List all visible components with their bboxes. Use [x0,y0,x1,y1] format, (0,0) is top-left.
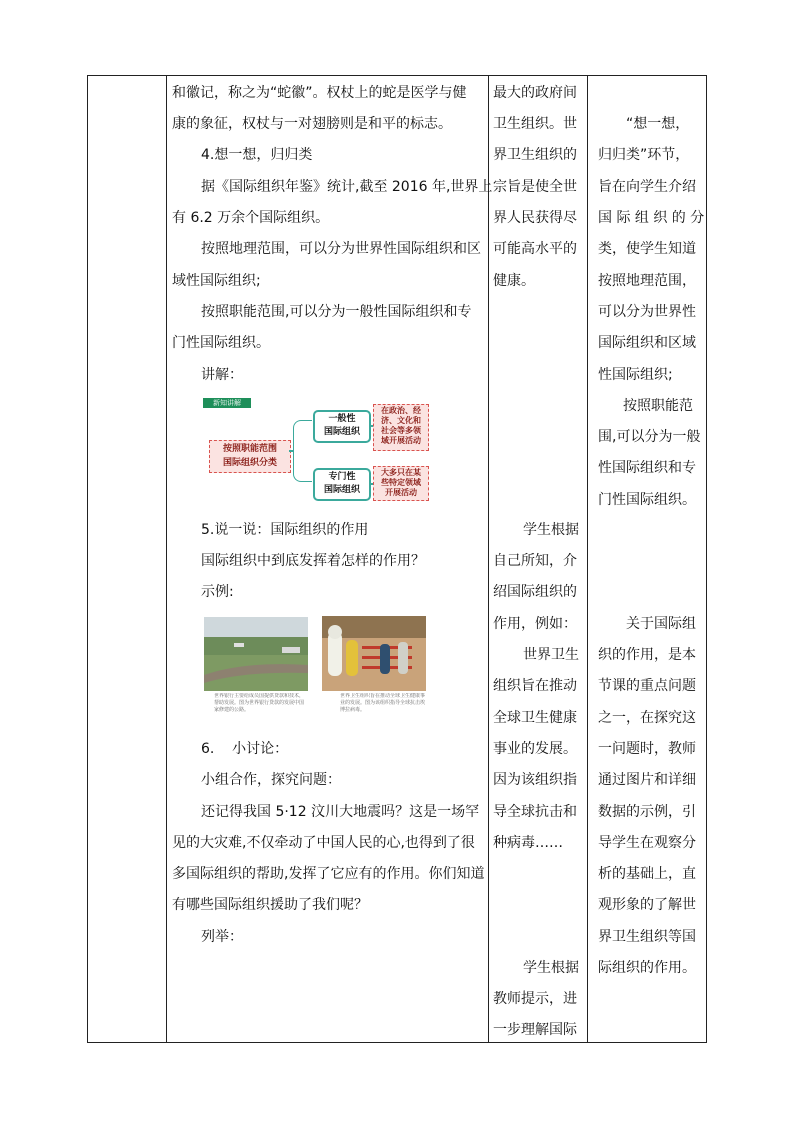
text-line: 宗旨是使全世 [493,179,577,195]
text-line: 有哪些国际组织援助了我们呢？ [172,897,368,913]
road-photo [204,617,308,691]
text-line: 健康。 [493,273,535,289]
text-line: 可能高水平的 [493,241,577,257]
road-photo-caption: 世界银行主要给成员国提供贷款和技术，帮助发展。图为世界银行贷款的发展中国家修建的公路。 [214,693,305,713]
text-line: 按照地理范围， [598,273,696,289]
table-right-border [706,75,707,1043]
text-line: 还记得我国 5·12 汶川大地震吗？这是一场罕 [201,804,480,820]
text-line: 学生根据 [523,960,579,976]
health-workers-photo [322,616,426,691]
text-line: 旨在向学生介绍 [598,179,696,195]
text-line: 门性国际组织。 [172,335,270,351]
text-line: 界卫生组织等国 [598,929,696,945]
text-line: 节课的重点问题 [598,678,696,694]
text-line: 小组合作，探究问题： [201,772,341,788]
text-line: 列举： [201,929,243,945]
classification-diagram [203,398,485,502]
text-line: 之一，在探究这 [598,710,696,726]
text-line: 讲解： [201,367,243,383]
text-line: 按照职能范 [623,398,693,414]
table-bottom-border [87,1042,707,1043]
text-line: 国 际 组 织 的 分 [598,210,705,226]
text-line: 绍国际组织的 [493,584,577,600]
text-line: 教师提示，进 [493,991,577,1007]
diagram-general-desc: 在政治、经 济、文化和 社会等多领 域开展活动 [373,404,429,451]
table-left-border [87,75,88,1043]
text-line: 因为该组织指 [493,772,577,788]
diagram-connector-stem [289,450,294,452]
text-line: 有 6.2 万余个国际组织。 [172,210,330,226]
text-line: 性国际组织; [598,367,673,383]
table-top-border [87,75,707,76]
diagram-general-box: 一般性 国际组织 [313,410,371,443]
text-line: 类，使学生知道 [598,241,696,257]
text-line: 界卫生组织的 [493,147,577,163]
text-line: 导全球抗击和 [493,804,577,820]
section-heading: 5.说一说：国际组织的作用 [201,522,369,538]
diagram-special-desc: 大多只在某 些特定领域 开展活动 [373,466,429,501]
text-line: 关于国际组 [626,616,696,632]
text-line: 通过图片和详细 [598,772,696,788]
column-divider-2 [488,75,489,1043]
text-line: 可以分为世界性 [598,304,696,320]
diagram-special-box: 专门性 国际组织 [313,468,371,501]
text-line: 析的基础上，直 [598,866,696,882]
text-line: 一步理解国际 [493,1022,577,1038]
text-line: 界人民获得尽 [493,210,577,226]
section-heading: 4.想一想，归归类 [201,147,313,163]
diagram-connector [293,420,312,482]
text-line: 国际组织和区域 [598,335,696,351]
text-line: 种病毒…… [493,835,563,851]
text-line: 观形象的了解世 [598,897,696,913]
text-line: 示例: [201,584,234,600]
text-line: 见的大灾难,不仅牵动了中国人民的心,也得到了很 [172,835,475,851]
text-line: 最大的政府间 [493,85,577,101]
text-line: 据《国际组织年鉴》统计,截至 2016 年,世界上 [201,179,493,195]
text-line: 国际组织中到底发挥着怎样的作用？ [201,553,425,569]
text-line: 按照地理范围，可以分为世界性国际组织和区 [201,241,481,257]
text-line: 世界卫生 [523,647,579,663]
text-line: 作用，例如： [493,616,577,632]
text-line: 多国际组织的帮助,发挥了它应有的作用。你们知道 [172,866,485,882]
text-line: 和徽记，称之为“蛇徽”。权杖上的蛇是医学与健 [172,85,467,101]
text-line: 织的作用，是本 [598,647,696,663]
text-line: 一问题时，教师 [598,741,696,757]
text-line: “想一想， [626,116,690,132]
text-line: 自己所知，介 [493,553,577,569]
text-line: 际组织的作用。 [598,960,696,976]
column-divider-3 [587,75,588,1043]
text-line: 性国际组织和专 [598,460,696,476]
text-line: 数据的示例，引 [598,804,696,820]
text-line: 域性国际组织; [172,273,261,289]
text-line: 事业的发展。 [493,741,577,757]
text-line: 全球卫生健康 [493,710,577,726]
text-line: 导学生在观察分 [598,835,696,851]
text-line: 归归类”环节， [598,147,690,163]
diagram-root-box: 按照职能范围 国际组织分类 [209,440,291,473]
diagram-tag: 新知讲解 [203,398,251,408]
column-divider-1 [166,75,167,1043]
text-line: 按照职能范围,可以分为一般性国际组织和专 [201,304,472,320]
text-line: 卫生组织。世 [493,116,577,132]
section-heading: 6. 小讨论： [201,741,289,757]
text-line: 门性国际组织。 [598,492,696,508]
text-line: 学生根据 [523,522,579,538]
health-workers-photo-caption: 世界卫生组织旨在推动全球卫生健康事业的发展。图为该组织指导全球抗击埃博拉病毒。 [340,693,426,713]
text-line: 康的象征，权杖与一对翅膀则是和平的标志。 [172,116,452,132]
text-line: 组织旨在推动 [493,678,577,694]
text-line: 围,可以分为一般 [598,429,701,445]
